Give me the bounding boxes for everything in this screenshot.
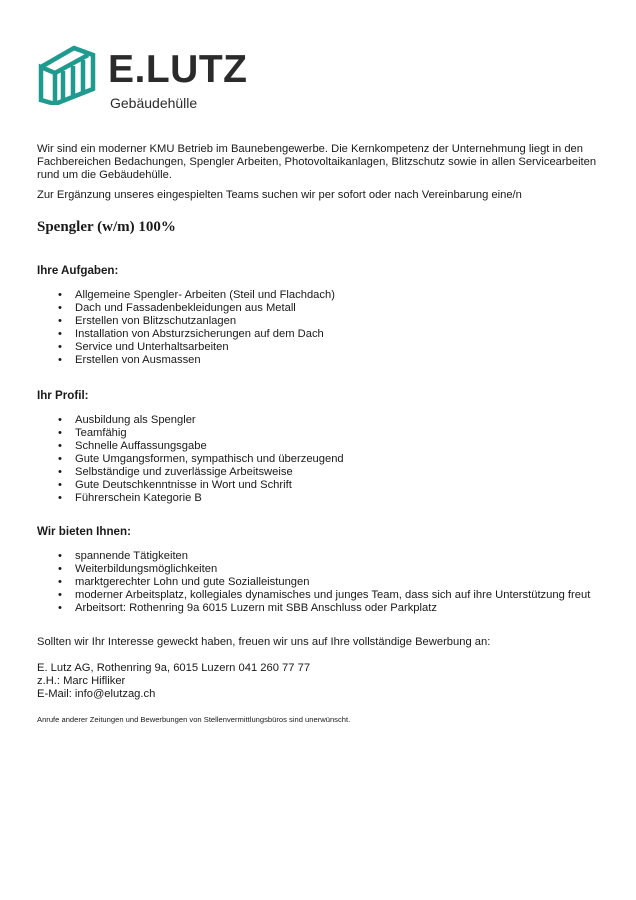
list-item: • Allgemeine Spengler- Arbeiten (Steil und Flachdach) bbox=[37, 289, 597, 302]
section-title-offer: Wir bieten Ihnen: bbox=[37, 525, 131, 539]
footnote: Anrufe anderer Zeitungen und Bewerbungen von Stellenvermittlungsbüros sind unerwünscht. bbox=[37, 715, 351, 725]
list-item: • Erstellen von Ausmassen bbox=[37, 354, 597, 367]
list-item: • Schnelle Auffassungsgabe bbox=[37, 440, 597, 453]
list-item: • Führerschein Kategorie B bbox=[37, 492, 597, 505]
list-item: • Erstellen von Blitzschutzanlagen bbox=[37, 315, 597, 328]
job-ad-body bbox=[37, 143, 597, 725]
list-item: • Weiterbildungsmöglichkeiten bbox=[37, 563, 597, 576]
section-title-profile: Ihr Profil: bbox=[37, 389, 89, 403]
contact-attention: z.H.: Marc Hifliker bbox=[37, 674, 126, 687]
list-item: • Gute Umgangsformen, sympathisch und überzeugend bbox=[37, 453, 597, 466]
logo-subtitle: Gebäudehülle bbox=[110, 95, 198, 111]
contact-address: E. Lutz AG, Rothenring 9a, 6015 Luzern 041 260 77 77 bbox=[37, 661, 311, 674]
tasks-list bbox=[37, 289, 597, 367]
apply-paragraph: Sollten wir Ihr Interesse geweckt haben, freuen wir uns auf Ihre vollständige Bewerbung an: bbox=[37, 636, 491, 649]
company-logo bbox=[38, 40, 278, 112]
job-title: Spengler (w/m) 100% bbox=[37, 218, 176, 235]
profile-list bbox=[37, 414, 597, 505]
list-item: • Ausbildung als Spengler bbox=[37, 414, 597, 427]
list-item: • Service und Unterhaltsarbeiten bbox=[37, 341, 597, 354]
list-item: • marktgerechter Lohn und gute Sozialleistungen bbox=[37, 576, 597, 589]
list-item: • moderner Arbeitsplatz, kollegiales dynamisches und junges Team, dass sich auf ihre Unterstützung freut bbox=[37, 589, 597, 602]
list-item: • Teamfähig bbox=[37, 427, 597, 440]
search-paragraph: Zur Ergänzung unseres eingespielten Teams suchen wir per sofort oder nach Vereinbarung eine/n bbox=[37, 188, 522, 201]
list-item: • Gute Deutschkenntnisse in Wort und Schrift bbox=[37, 479, 597, 492]
building-logo-icon bbox=[38, 45, 96, 105]
list-item: • spannende Tätigkeiten bbox=[37, 550, 597, 563]
list-item: • Selbständige und zuverlässige Arbeitsweise bbox=[37, 466, 597, 479]
list-item: • Installation von Absturzsicherungen auf dem Dach bbox=[37, 328, 597, 341]
contact-block bbox=[37, 662, 597, 702]
list-item: • Arbeitsort: Rothenring 9a 6015 Luzern mit SBB Anschluss oder Parkplatz bbox=[37, 602, 597, 615]
intro-paragraph: Wir sind ein moderner KMU Betrieb im Baunebengewerbe. Die Kernkompetenz der Unternehmung liegt in den Fachbereichen Bedachungen, Spengler Arbeiten, Photovoltaikanlagen, Blitzschutz sowie in allen Servicearbeiten rund um die Gebäudehülle. bbox=[37, 143, 597, 182]
offer-list bbox=[37, 550, 597, 615]
logo-company-name: E.LUTZ bbox=[108, 48, 248, 91]
list-item: • Dach und Fassadenbekleidungen aus Metall bbox=[37, 302, 597, 315]
contact-email: E-Mail: info@elutzag.ch bbox=[37, 688, 156, 701]
section-title-tasks: Ihre Aufgaben: bbox=[37, 263, 119, 277]
